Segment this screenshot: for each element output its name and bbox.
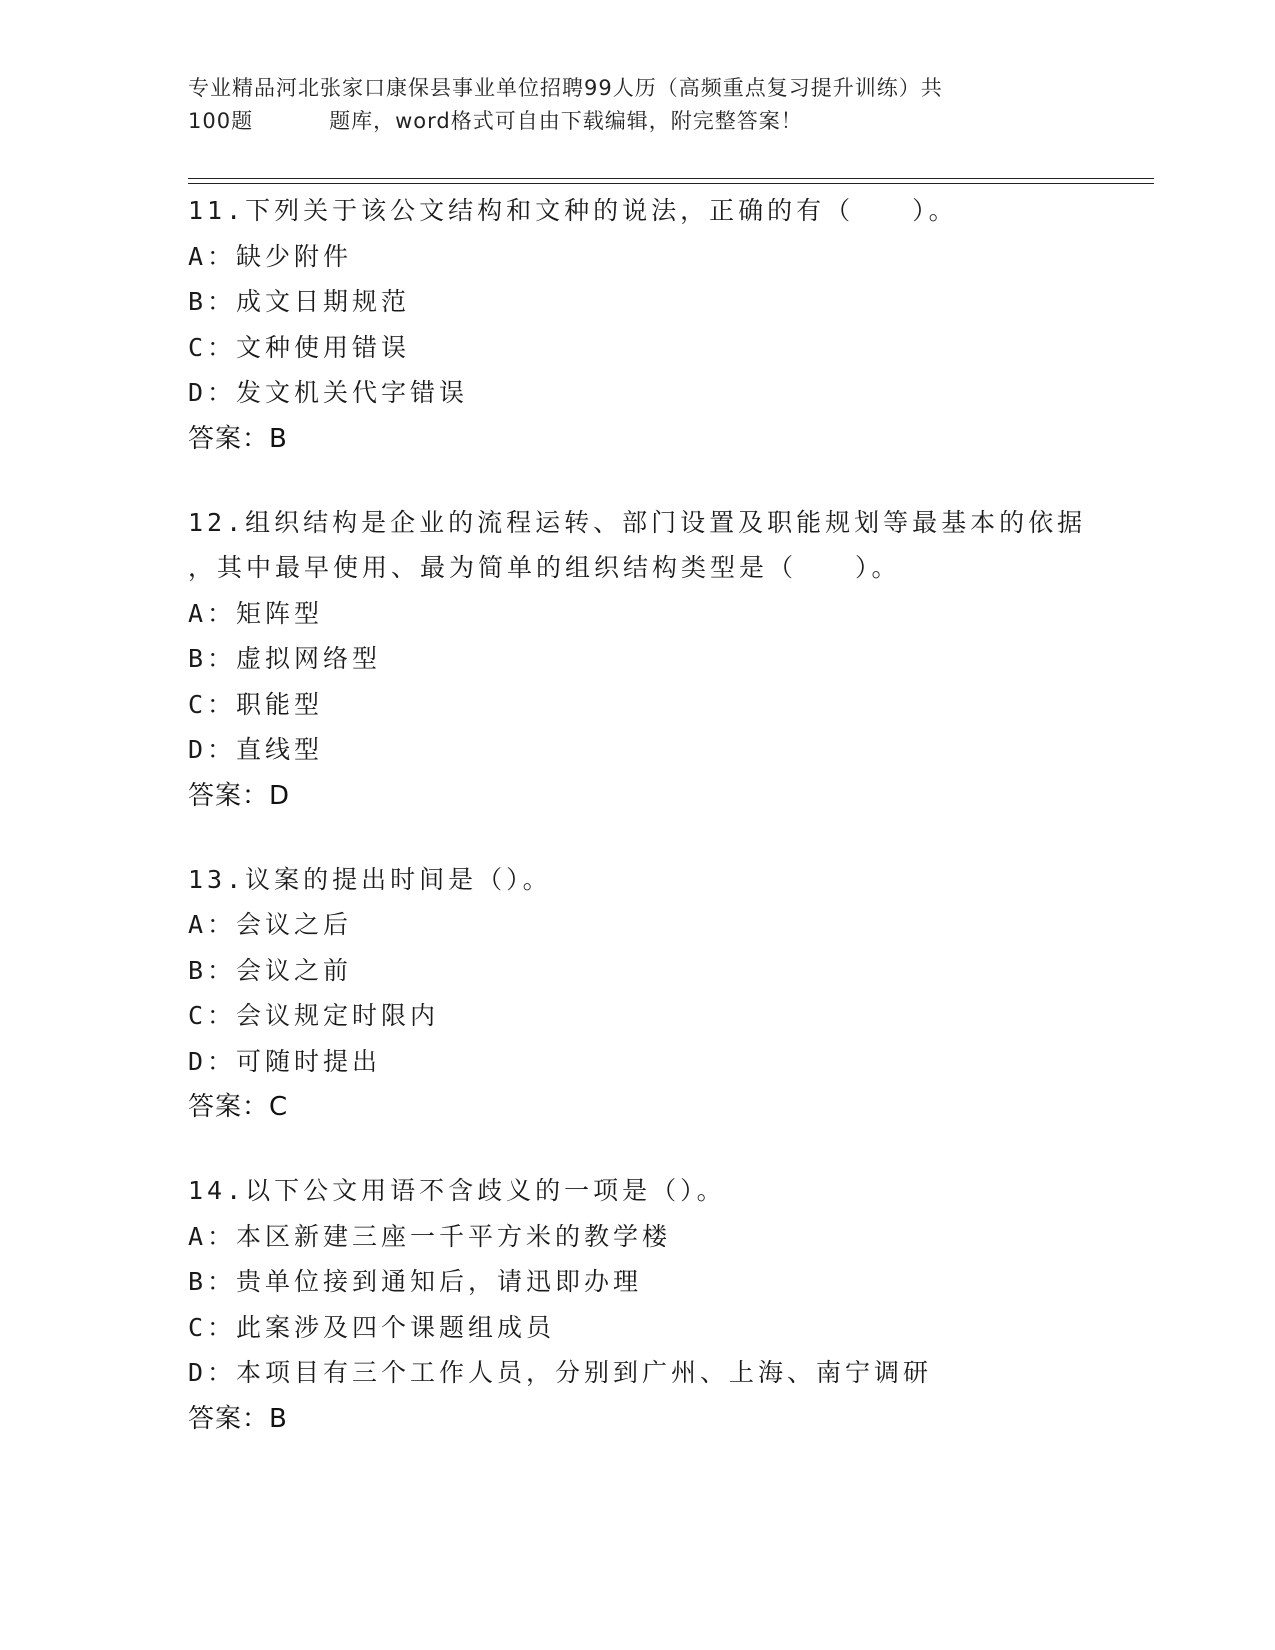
header-question-count: 100题: [188, 109, 254, 133]
header-divider-top: [188, 178, 1154, 179]
answer-prefix: 答案：: [188, 423, 270, 454]
question-text: [188, 857, 1148, 903]
answer-prefix: 答案：: [188, 780, 270, 811]
answer-line: [188, 773, 1148, 819]
option-d: D：可随时提出: [188, 1046, 382, 1076]
answer-value: C: [269, 1092, 289, 1122]
question-list: [188, 188, 1148, 1480]
answer-prefix: 答案：: [188, 1092, 270, 1122]
option-a: A：缺少附件: [188, 241, 353, 271]
option-b: B：成文日期规范: [188, 287, 411, 316]
option-b: B：虚拟网络型: [188, 644, 382, 673]
question-text: [188, 188, 1148, 234]
option-b: B：贵单位接到通知后，请迅即办理: [188, 1267, 643, 1296]
question-text-line: 14.以下公文用语不含歧义的一项是（）。: [188, 1176, 726, 1205]
option-d: D：发文机关代字错误: [188, 378, 469, 407]
header-line-2: [188, 105, 1088, 138]
header-line-1: 专业精品河北张家口康保县事业单位招聘99人历（高频重点复习提升训练）共: [188, 76, 943, 100]
option-c: C：职能型: [188, 689, 324, 719]
question-11: [188, 188, 1148, 462]
answer-value: B: [269, 423, 288, 454]
question-text-line: ，其中最早使用、最为简单的组织结构类型是（ ）。: [188, 553, 901, 582]
document-header: [188, 72, 1088, 138]
answer-line: [188, 416, 1148, 462]
option-c: C：此案涉及四个课题组成员: [188, 1312, 556, 1342]
option-d: D：本项目有三个工作人员，分别到广州、上海、南宁调研: [188, 1358, 933, 1387]
question-13: [188, 857, 1148, 1131]
question-text: [188, 500, 1148, 591]
option-d: D：直线型: [188, 735, 324, 764]
answer-value: D: [269, 780, 291, 811]
question-text-line: 11.下列关于该公文结构和文种的说法，正确的有（ ）。: [188, 196, 958, 225]
answer-value: B: [269, 1403, 288, 1434]
question-12: [188, 500, 1148, 819]
question-text-line: 12.组织结构是企业的流程运转、部门设置及职能规划等最基本的依据: [188, 507, 1087, 537]
question-text-line: 13.议案的提出时间是（）。: [188, 864, 552, 894]
option-c: C：会议规定时限内: [188, 1001, 440, 1030]
option-a: A：矩阵型: [188, 598, 324, 628]
question-14: [188, 1168, 1148, 1442]
answer-prefix: 答案：: [188, 1403, 270, 1434]
option-a: A：会议之后: [188, 910, 353, 939]
option-c: C：文种使用错误: [188, 332, 411, 362]
answer-line: [188, 1396, 1148, 1442]
option-a: A：本区新建三座一千平方米的教学楼: [188, 1221, 672, 1251]
question-text: [188, 1168, 1148, 1214]
header-divider-bottom: [188, 183, 1154, 184]
option-b: B：会议之前: [188, 955, 353, 985]
answer-line: [188, 1084, 1148, 1130]
header-description: 题库，word格式可自由下载编辑，附完整答案！: [329, 109, 803, 133]
